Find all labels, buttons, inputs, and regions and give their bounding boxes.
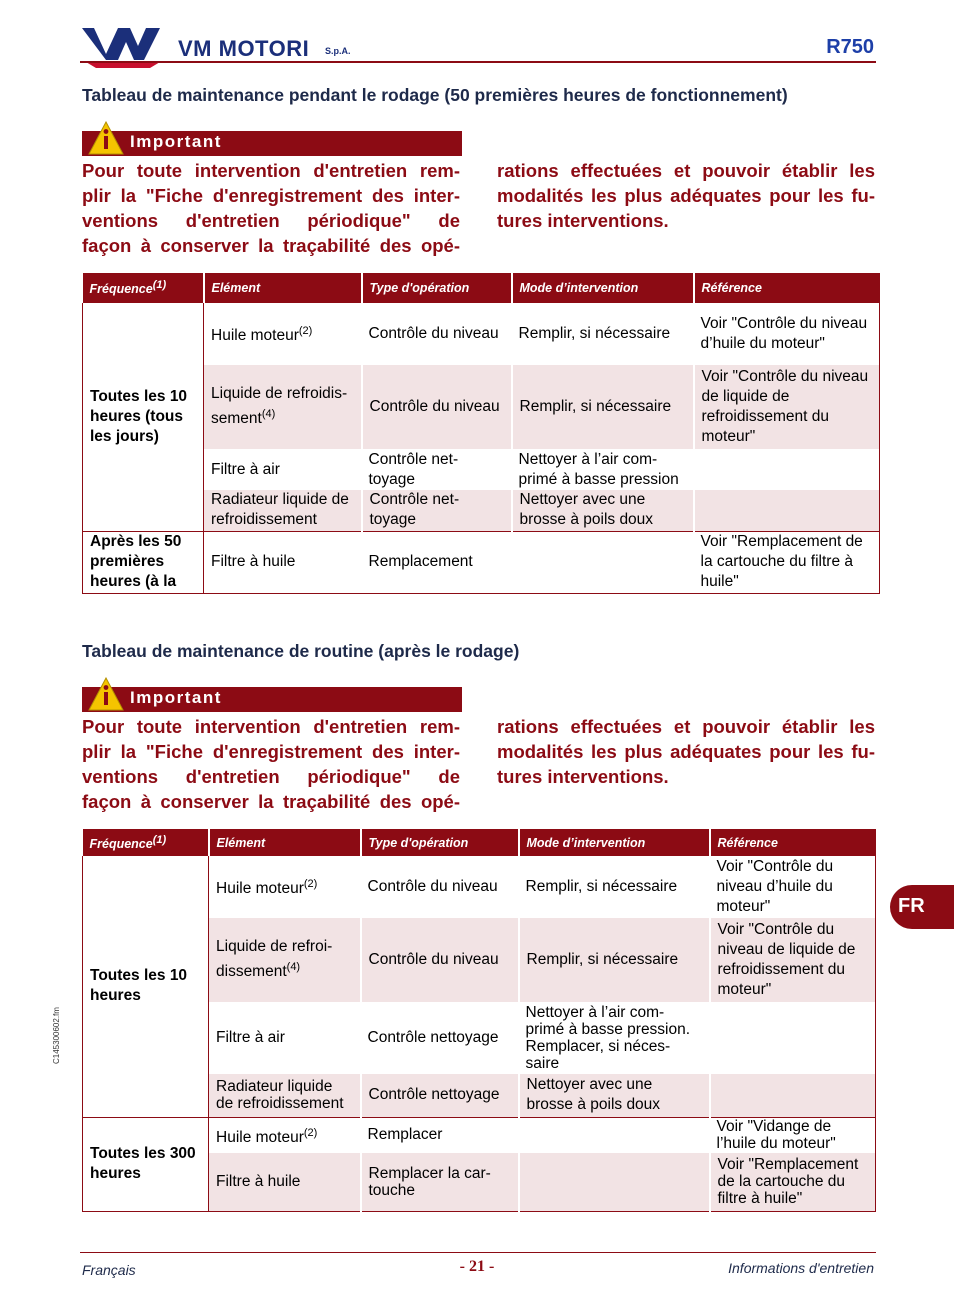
type-cell: Contrôle du niveau [362,365,512,449]
vm-logo-icon [80,24,166,70]
type-cell: Remplacer [367,1126,443,1144]
element-cell: Filtre à air [216,1029,285,1046]
col-header-frequence: Fréquence$^{(1)}$ [83,829,209,856]
table-header-row [83,273,880,303]
section2-title: Tableau de maintenance de routine (après le rodage) [82,641,520,661]
important-line: modalités les plus adéquates pour les fu- [497,185,875,206]
mode-cell [512,531,694,593]
reference-cell: Voir "Contrôle du niveau de liquide de refroidissement du moteur" [710,918,876,1002]
important-label: Important [130,132,222,151]
element-cell: Filtre à air [211,460,280,478]
mode-cell [519,1153,710,1211]
footer-divider [80,1252,876,1253]
mode-cell: Nettoyer à l’air com-primé à basse pression [518,450,679,488]
important-line: plir la "Fiche d'enregistrement des inter- [82,741,460,762]
col-header-mode: Mode d’intervention [519,829,710,856]
language-tab [890,885,954,929]
col-header-element: Elément [204,273,362,303]
element-cell: Liquide de refroidis-sement$^{(4)}$ [204,365,362,449]
element-cell: Huile moteur$^{(2)}$ [216,878,318,898]
reference-cell [710,1002,876,1074]
type-cell: Remplacer la car-touche [361,1153,519,1211]
type-cell: Contrôle du niveau [368,325,499,342]
element-cell: Radiateur liquide de refroidissement [204,490,362,531]
table-row [83,856,876,918]
element-cell: Huile moteur$^{(2)}$ [216,1126,318,1146]
brand-name: VM MOTORI [178,36,310,61]
element-cell: Filtre à huile [209,1153,361,1211]
mode-cell [519,1117,710,1153]
document-code: C145300602.fm [52,1007,61,1064]
info-warning-icon [88,677,124,711]
type-cell: Remplacement [362,531,512,593]
type-cell: Contrôle net-toyage [368,450,459,488]
important-line: Pour toute intervention d'entretien rem- [82,160,460,181]
model-code: R750 [826,36,874,58]
element-cell: Liquide de refroi-dissement$^{(4)}$ [209,918,361,1002]
type-cell: Contrôle net-toyage [362,490,512,531]
important-line: façon à conserver la traçabilité des opé- [82,235,460,256]
reference-cell: Voir "Remplacement de la cartouche du filtre à huile" [710,1153,876,1211]
col-header-reference: Référence [694,273,880,303]
page-number: - 21 - [459,1258,495,1275]
important-line: modalités les plus adéquates pour les fu- [497,741,875,762]
mode-cell: Remplir, si nécessaire [518,325,671,342]
frequency-cell: Après les 50 premières heures (à la [83,531,204,593]
maintenance-table-routine [82,829,876,1212]
info-warning-icon [88,121,124,155]
mode-cell: Nettoyer à l’air com-primé à basse pression. Remplacer, si néces-saire [525,1004,691,1072]
brand-suffix: S.p.A. [325,46,351,56]
mode-cell: Nettoyer avec une brosse à poils doux [512,490,694,531]
important-banner-1 [82,131,462,156]
table-row [83,1117,876,1153]
reference-cell [694,490,880,531]
table-header-row [83,829,876,856]
footer-section: Informations d'entretien [728,1260,874,1276]
important-line: façon à conserver la traçabilité des opé- [82,791,460,812]
maintenance-table-rodage [82,273,880,594]
reference-cell: Voir "Remplacement de la cartouche du filtre à huile" [694,531,880,593]
section1-title: Tableau de maintenance pendant le rodage (50 premières heures de fonctionnement) [82,85,788,105]
important-line: tures interventions. [497,766,669,787]
important-text-left-1 [82,158,460,258]
type-cell: Contrôle nettoyage [367,1029,499,1046]
mode-cell: Nettoyer avec une brosse à poils doux [519,1074,710,1117]
frequency-cell: Toutes les 10 heures (tous les jours) [83,303,204,531]
reference-cell [694,449,880,490]
important-text-left-2 [82,714,460,814]
frequency-cell: Toutes les 10 heures [83,856,209,1117]
reference-cell [710,1074,876,1117]
frequency-cell: Toutes les 300 heures [83,1117,209,1211]
table-row [83,303,880,365]
important-line: rations effectuées et pouvoir établir les [497,160,875,181]
type-cell: Contrôle du niveau [367,878,498,895]
important-label: Important [130,688,222,707]
col-header-reference: Référence [710,829,876,856]
table-row [83,531,880,593]
mode-cell: Remplir, si nécessaire [512,365,694,449]
type-cell: Contrôle nettoyage [361,1074,519,1117]
important-text-right-2 [497,714,875,789]
important-line: tures interventions. [497,210,669,231]
element-cell: Filtre à huile [204,531,362,593]
col-header-frequence: Fréquence$^{(1)}$ [83,273,204,303]
reference-cell: Voir "Vidange de l’huile du moteur" [710,1117,876,1153]
language-tab-label: FR [898,895,925,917]
col-header-mode: Mode d’intervention [512,273,694,303]
element-cell: Radiateur liquide de refroidissement [209,1074,361,1117]
col-header-type: Type d'opération [362,273,512,303]
header-divider [80,61,876,63]
reference-cell: Voir "Contrôle du niveau de liquide de refroidissement du moteur" [694,365,880,449]
important-line: Pour toute intervention d'entretien rem- [82,716,460,737]
important-line: rations effectuées et pouvoir établir les [497,716,875,737]
mode-cell: Remplir, si nécessaire [525,878,678,895]
reference-cell: Voir "Contrôle du niveau d’huile du moteur" [710,856,876,918]
important-line: ventions d'entretien périodique" de [82,766,460,787]
important-text-right-1 [497,158,875,233]
mode-cell: Remplir, si nécessaire [519,918,710,1002]
important-banner-2 [82,687,462,712]
reference-cell: Voir "Contrôle du niveau d’huile du moteur" [694,303,880,365]
element-cell: Huile moteur$^{(2)}$ [211,325,313,345]
type-cell: Contrôle du niveau [361,918,519,1002]
important-line: plir la "Fiche d'enregistrement des inter- [82,185,460,206]
important-line: ventions d'entretien périodique" de [82,210,460,231]
col-header-type: Type d'opération [361,829,519,856]
col-header-element: Elément [209,829,361,856]
footer-language: Français [82,1262,136,1278]
